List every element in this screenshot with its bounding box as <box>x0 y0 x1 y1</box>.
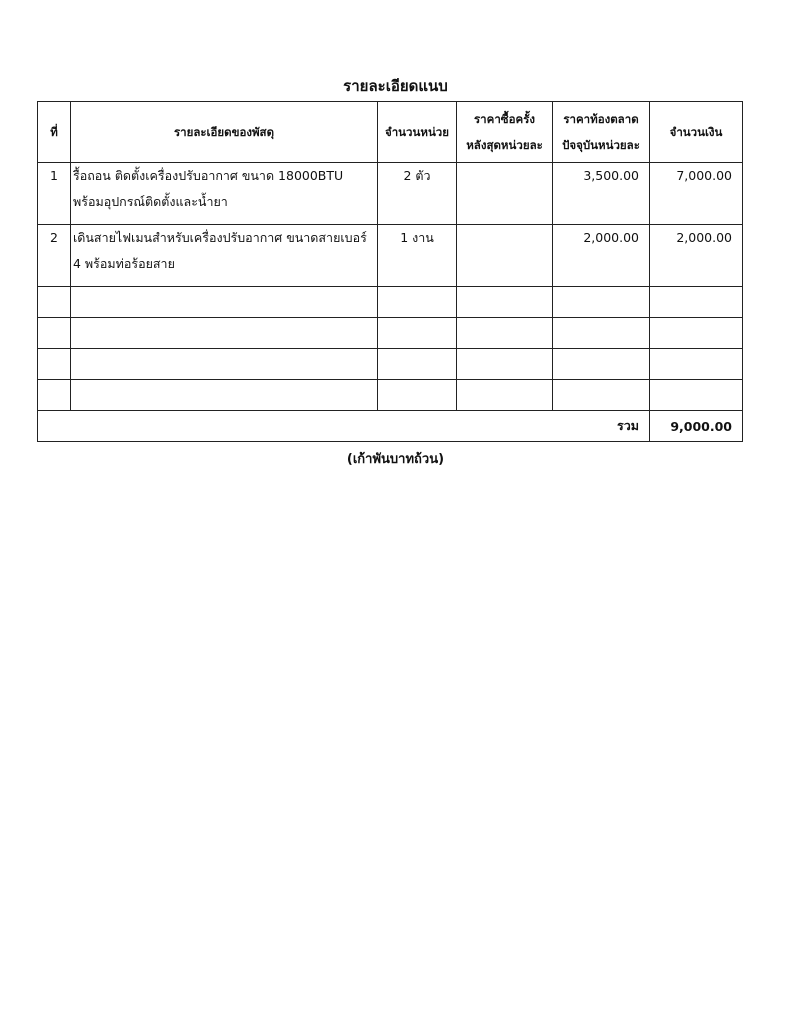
empty-cell <box>650 380 743 411</box>
empty-cell <box>71 349 378 380</box>
empty-cell <box>38 349 71 380</box>
empty-cell <box>457 287 553 318</box>
empty-cell <box>457 349 553 380</box>
row-last-price <box>457 163 553 225</box>
empty-cell <box>378 349 457 380</box>
row-quantity: 1 งาน <box>378 225 457 287</box>
header-amount: จำนวนเงิน <box>650 102 743 163</box>
total-label: รวม <box>38 411 650 442</box>
empty-row <box>38 349 743 380</box>
empty-cell <box>38 380 71 411</box>
header-description: รายละเอียดของพัสดุ <box>71 102 378 163</box>
empty-cell <box>378 318 457 349</box>
header-last-price-line1: ราคาซื้อครั้ง <box>474 112 535 126</box>
empty-cell <box>650 318 743 349</box>
empty-cell <box>457 380 553 411</box>
empty-cell <box>378 380 457 411</box>
row-market-price: 3,500.00 <box>553 163 650 225</box>
header-market-price-line2: ปัจจุบันหน่วยละ <box>562 138 640 152</box>
items-table <box>37 101 743 442</box>
empty-cell <box>553 349 650 380</box>
empty-cell <box>71 287 378 318</box>
row-quantity: 2 ตัว <box>378 163 457 225</box>
table-row <box>38 225 743 287</box>
empty-cell <box>71 380 378 411</box>
row-amount: 7,000.00 <box>650 163 743 225</box>
empty-cell <box>650 287 743 318</box>
header-last-price <box>457 102 553 163</box>
empty-cell <box>553 287 650 318</box>
document-title: รายละเอียดแนบ <box>343 77 448 95</box>
row-market-price: 2,000.00 <box>553 225 650 287</box>
row-description: เดินสายไฟเมนสำหรับเครื่องปรับอากาศ ขนาดสายเบอร์ 4 พร้อมท่อร้อยสาย <box>71 225 378 287</box>
empty-cell <box>457 318 553 349</box>
empty-cell <box>38 287 71 318</box>
empty-row <box>38 380 743 411</box>
row-description: รื้อถอน ติดตั้งเครื่องปรับอากาศ ขนาด 18000BTU พร้อมอุปกรณ์ติดตั้งและน้ำยา <box>71 163 378 225</box>
empty-cell <box>650 349 743 380</box>
empty-cell <box>71 318 378 349</box>
row-no: 1 <box>38 163 71 225</box>
table-row <box>38 163 743 225</box>
header-quantity-unit: จำนวนหน่วย <box>378 102 457 163</box>
header-market-price <box>553 102 650 163</box>
table-header-row <box>38 102 743 163</box>
empty-cell <box>553 380 650 411</box>
row-last-price <box>457 225 553 287</box>
header-market-price-line1: ราคาท้องตลาด <box>563 112 639 126</box>
total-row <box>38 411 743 442</box>
header-no: ที่ <box>38 102 71 163</box>
empty-cell <box>553 318 650 349</box>
total-amount: 9,000.00 <box>650 411 743 442</box>
row-no: 2 <box>38 225 71 287</box>
empty-cell <box>38 318 71 349</box>
total-in-words: (เก้าพันบาทถ้วน) <box>346 452 445 467</box>
header-last-price-line2: หลังสุดหน่วยละ <box>466 138 543 152</box>
empty-row <box>38 318 743 349</box>
empty-row <box>38 287 743 318</box>
empty-cell <box>378 287 457 318</box>
row-amount: 2,000.00 <box>650 225 743 287</box>
